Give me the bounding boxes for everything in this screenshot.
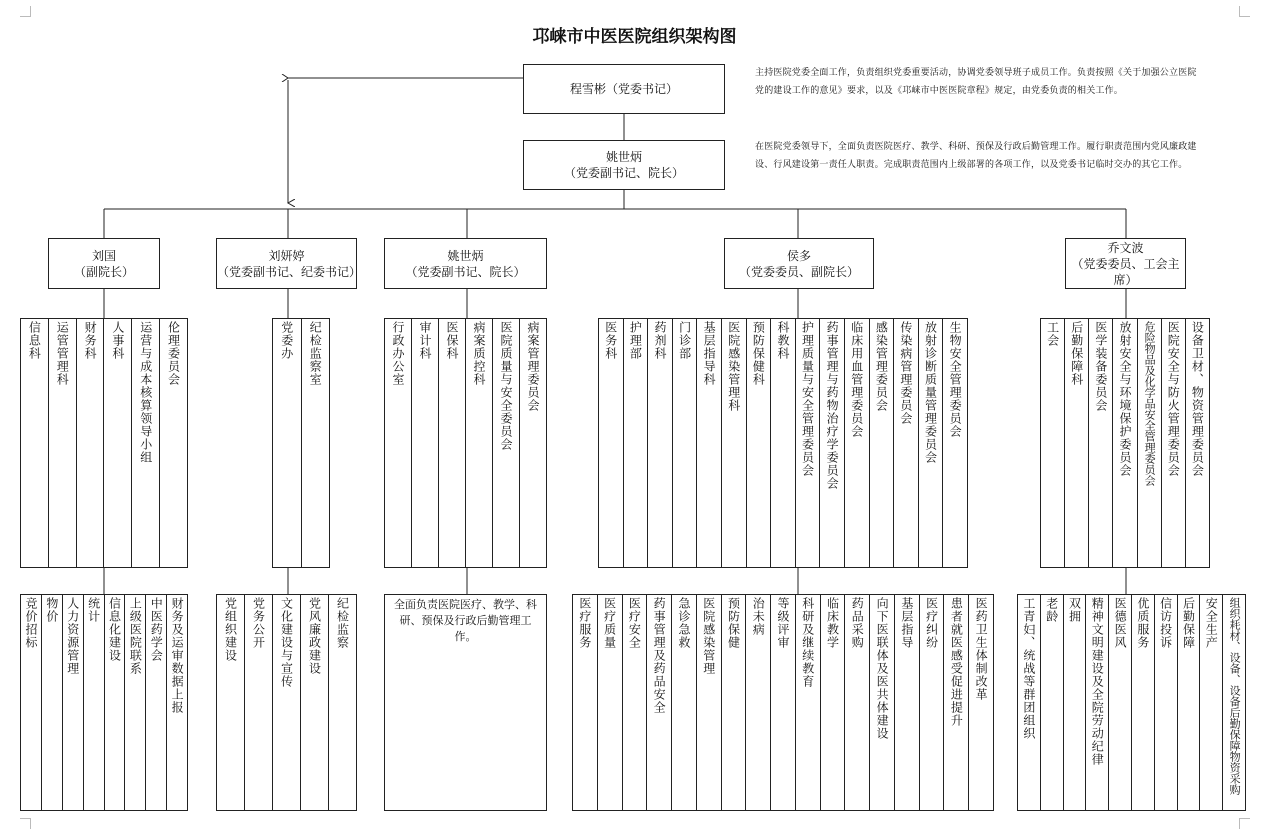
duty-cell (167, 595, 187, 810)
dept-name: 传染病管理委员会 (898, 321, 913, 425)
dept-name: 放射诊断质量管理委员会 (923, 321, 938, 464)
dept-cell (624, 319, 649, 567)
dept-name: 护理部 (628, 321, 643, 360)
duty-cell (217, 595, 245, 810)
duty-grid (1017, 594, 1246, 811)
duty-cell (870, 595, 895, 810)
duty-cell (697, 595, 722, 810)
dept-name: 临床用血管理委员会 (849, 321, 864, 438)
leader-name: 乔文波 (1107, 240, 1144, 255)
leader-role: （党委委员、工会主席） (1071, 256, 1180, 287)
duty-cell (105, 595, 126, 810)
duty-cell (598, 595, 623, 810)
duty-name: 财务及运审数据上报 (170, 597, 185, 714)
duty-name: 科研及继续教育 (800, 597, 815, 688)
dept-name: 放射安全与环境保护委员会 (1117, 321, 1132, 477)
dept-name: 医务科 (603, 321, 618, 360)
dept-name: 设备卫材、物资管理委员会 (1190, 321, 1205, 477)
duty-cell (21, 595, 42, 810)
dept-name: 医学装备委员会 (1093, 321, 1108, 412)
duty-name: 医疗质量 (602, 597, 617, 649)
duty-cell (1018, 595, 1041, 810)
duty-name: 中医药学会 (149, 597, 164, 662)
dept-cell (870, 319, 895, 567)
president-description: 在医院党委领导下，全面负责医院医疗、教学、科研、预保及行政后勤管理工作。履行职责范围内党风廉政建设、行风建设第一责任人职责。完成职责范围内上级部署的各项工作，以及党委书记临时交办的其它工作。 (755, 142, 1197, 170)
duty-name: 医德医风 (1113, 597, 1128, 649)
dept-name: 医保科 (445, 321, 459, 360)
dept-cell (132, 319, 160, 567)
president-name: 姚世炳 (605, 150, 642, 164)
dept-cell (412, 319, 439, 567)
dept-name: 基层指导科 (702, 321, 717, 386)
duty-cell (146, 595, 167, 810)
duty-name: 上级医院联系 (128, 597, 143, 675)
duty-name: 精神文明建设及全院劳动纪律 (1090, 597, 1105, 766)
dept-cell (439, 319, 466, 567)
duty-name: 治未病 (751, 597, 766, 636)
dept-cell (1041, 319, 1065, 567)
leader-role: （副院长） (73, 264, 134, 279)
duty-name: 优质服务 (1135, 597, 1150, 649)
leader-name: 姚世炳 (447, 248, 484, 263)
duty-name: 医疗纠纷 (924, 597, 939, 649)
duty-name: 患者就医感受促进提升 (949, 597, 964, 727)
duty-cell (623, 595, 648, 810)
duty-name: 向下医联体及医共体建设 (875, 597, 890, 740)
dept-cell (845, 319, 870, 567)
dept-name: 伦理委员会 (166, 321, 181, 386)
dept-name: 工会 (1045, 321, 1060, 347)
dept-cell (697, 319, 722, 567)
dept-name: 财务科 (83, 321, 98, 360)
secretary-description: 主持医院党委全面工作，负责组织党委重要活动，协调党委领导班子成员工作。负责按照《关于加强公立医院党的建设工作的意见》要求，以及《邛崃市中医医院章程》规定，由党委负责的相关工作。 (755, 68, 1197, 96)
dept-cell (493, 319, 520, 567)
president-box (523, 140, 725, 190)
dept-cell (820, 319, 845, 567)
duty-name: 组织耗材、设备、设备后勤保障物资采购 (1228, 597, 1242, 795)
dept-cell (943, 319, 967, 567)
dept-cell (273, 319, 302, 567)
duty-name: 统计 (86, 597, 101, 623)
dept-name: 危险物品及化学品安全管理委员会 (1143, 321, 1157, 486)
dept-cell (894, 319, 919, 567)
dept-cell (919, 319, 944, 567)
duty-cell (1223, 595, 1245, 810)
dept-cell (673, 319, 698, 567)
dept-cell (771, 319, 796, 567)
dept-cell (1186, 319, 1209, 567)
duty-name: 药品采购 (850, 597, 865, 649)
dept-grid (384, 318, 547, 568)
dept-cell (1113, 319, 1137, 567)
duty-cell (1064, 595, 1087, 810)
duty-cell (42, 595, 63, 810)
leader-role: （党委副书记、院长） (405, 264, 526, 279)
duty-name: 医疗安全 (627, 597, 642, 649)
chart-title: 邛崃市中医医院组织架构图 (532, 27, 737, 47)
dept-name: 行政办公室 (391, 321, 405, 386)
dept-cell (599, 319, 624, 567)
dept-name: 后勤保障科 (1069, 321, 1084, 386)
duty-cell (84, 595, 105, 810)
duty-cell (746, 595, 771, 810)
dept-name: 审计科 (418, 321, 432, 360)
dept-name: 感染管理委员会 (874, 321, 889, 412)
dept-grid (272, 318, 330, 568)
duty-name: 等级评审 (776, 597, 790, 649)
secretary-name: 程雪彬（党委书记） (569, 82, 678, 96)
leader-name: 侯多 (786, 248, 811, 263)
duty-cell (821, 595, 846, 810)
duty-cell (573, 595, 598, 810)
duty-text-box (384, 594, 547, 811)
dept-name: 运营与成本核算领导小组 (138, 321, 153, 464)
dept-cell (302, 319, 330, 567)
duty-name: 竞价招标 (23, 597, 38, 649)
duty-name: 医疗服务 (577, 597, 592, 649)
duty-name: 党务公开 (251, 597, 266, 649)
dept-name: 医院安全与防火管理委员会 (1166, 321, 1181, 477)
duty-name: 临床教学 (825, 597, 840, 649)
duty-cell (845, 595, 870, 810)
dept-name: 医院质量与安全委员会 (499, 321, 513, 451)
duty-cell (1155, 595, 1178, 810)
duty-cell (722, 595, 747, 810)
dept-name: 医院感染管理科 (726, 321, 741, 412)
president-role: （党委副书记、院长） (563, 166, 684, 180)
secretary-box (523, 64, 725, 114)
duty-name: 文化建设与宣传 (279, 597, 294, 688)
duty-name: 基层指导 (899, 597, 914, 649)
leader-box (384, 238, 547, 289)
leader-name: 刘国 (91, 248, 116, 263)
dept-cell (722, 319, 747, 567)
duty-cell (1041, 595, 1064, 810)
dept-name: 病案质控科 (472, 321, 486, 386)
dept-cell (1138, 319, 1162, 567)
dept-cell (77, 319, 105, 567)
dept-cell (104, 319, 132, 567)
duty-text: 全面负责医院医疗、教学、科研、预保及行政后勤管理工作。 (394, 598, 537, 643)
duty-name: 急诊急救 (676, 597, 691, 649)
dept-cell (520, 319, 546, 567)
leader-box (216, 238, 362, 289)
duty-name: 党组织建设 (223, 597, 238, 662)
dept-grid (20, 318, 188, 568)
leader-role: （党委副书记、纪委书记） (217, 264, 362, 279)
dept-name: 护理质量与安全管理委员会 (800, 321, 815, 477)
leader-box (48, 238, 160, 289)
duty-name: 纪检监察 (335, 597, 350, 649)
duty-cell (1178, 595, 1201, 810)
duty-name: 医院感染管理 (701, 597, 716, 675)
duty-name: 信息化建设 (107, 597, 122, 662)
duty-cell (1132, 595, 1155, 810)
duty-cell (771, 595, 796, 810)
dept-name: 纪检监察室 (308, 321, 323, 386)
dept-name: 门诊部 (677, 321, 692, 360)
duty-grid (216, 594, 357, 811)
duty-cell (329, 595, 356, 810)
leader-box (1065, 238, 1186, 289)
dept-cell (49, 319, 77, 567)
duty-name: 物价 (44, 597, 59, 623)
dept-name: 党委办 (279, 321, 294, 360)
dept-name: 科教科 (775, 321, 790, 360)
duty-cell (273, 595, 301, 810)
duty-name: 人力资源管理 (65, 597, 80, 675)
leader-box (724, 238, 874, 289)
duty-name: 药事管理及药品安全 (652, 597, 667, 714)
leader-name: 刘妍婷 (268, 248, 305, 263)
dept-name: 信息科 (27, 321, 42, 360)
dept-cell (1065, 319, 1089, 567)
duty-name: 双拥 (1067, 597, 1082, 623)
duty-grid (572, 594, 994, 811)
duty-cell (944, 595, 969, 810)
dept-name: 药事管理与药物治疗学委员会 (825, 321, 840, 490)
duty-name: 医药卫生体制改革 (974, 597, 989, 701)
dept-name: 运管管理科 (55, 321, 70, 386)
duty-cell (895, 595, 920, 810)
leader-role: （党委委员、副院长） (738, 264, 859, 279)
duty-cell (969, 595, 993, 810)
dept-name: 病案管理委员会 (526, 321, 540, 412)
duty-name: 信访投诉 (1158, 597, 1173, 649)
duty-cell (1200, 595, 1223, 810)
duty-grid (20, 594, 188, 811)
duty-cell (63, 595, 84, 810)
dept-cell (648, 319, 673, 567)
dept-cell (466, 319, 493, 567)
dept-cell (160, 319, 187, 567)
duty-name: 后勤保障 (1181, 597, 1196, 649)
duty-cell (125, 595, 146, 810)
duty-name: 党风廉政建设 (307, 597, 322, 675)
dept-name: 预防保健科 (751, 321, 766, 386)
dept-cell (385, 319, 412, 567)
duty-cell (1086, 595, 1109, 810)
duty-cell (245, 595, 273, 810)
duty-name: 安全生产 (1204, 597, 1219, 649)
dept-cell (1162, 319, 1186, 567)
dept-cell (1089, 319, 1113, 567)
dept-cell (21, 319, 49, 567)
dept-cell (747, 319, 772, 567)
duty-cell (672, 595, 697, 810)
dept-name: 生物安全管理委员会 (948, 321, 963, 438)
dept-name: 药剂科 (652, 321, 667, 360)
duty-cell (796, 595, 821, 810)
duty-cell (301, 595, 329, 810)
duty-name: 工青妇、统战等群团组织 (1021, 597, 1036, 740)
dept-grid (598, 318, 968, 568)
duty-cell (647, 595, 672, 810)
dept-name: 人事科 (110, 321, 125, 360)
duty-name: 预防保健 (726, 597, 741, 649)
duty-name: 老龄 (1044, 597, 1059, 623)
dept-cell (796, 319, 821, 567)
duty-cell (1109, 595, 1132, 810)
duty-cell (920, 595, 945, 810)
dept-grid (1040, 318, 1210, 568)
